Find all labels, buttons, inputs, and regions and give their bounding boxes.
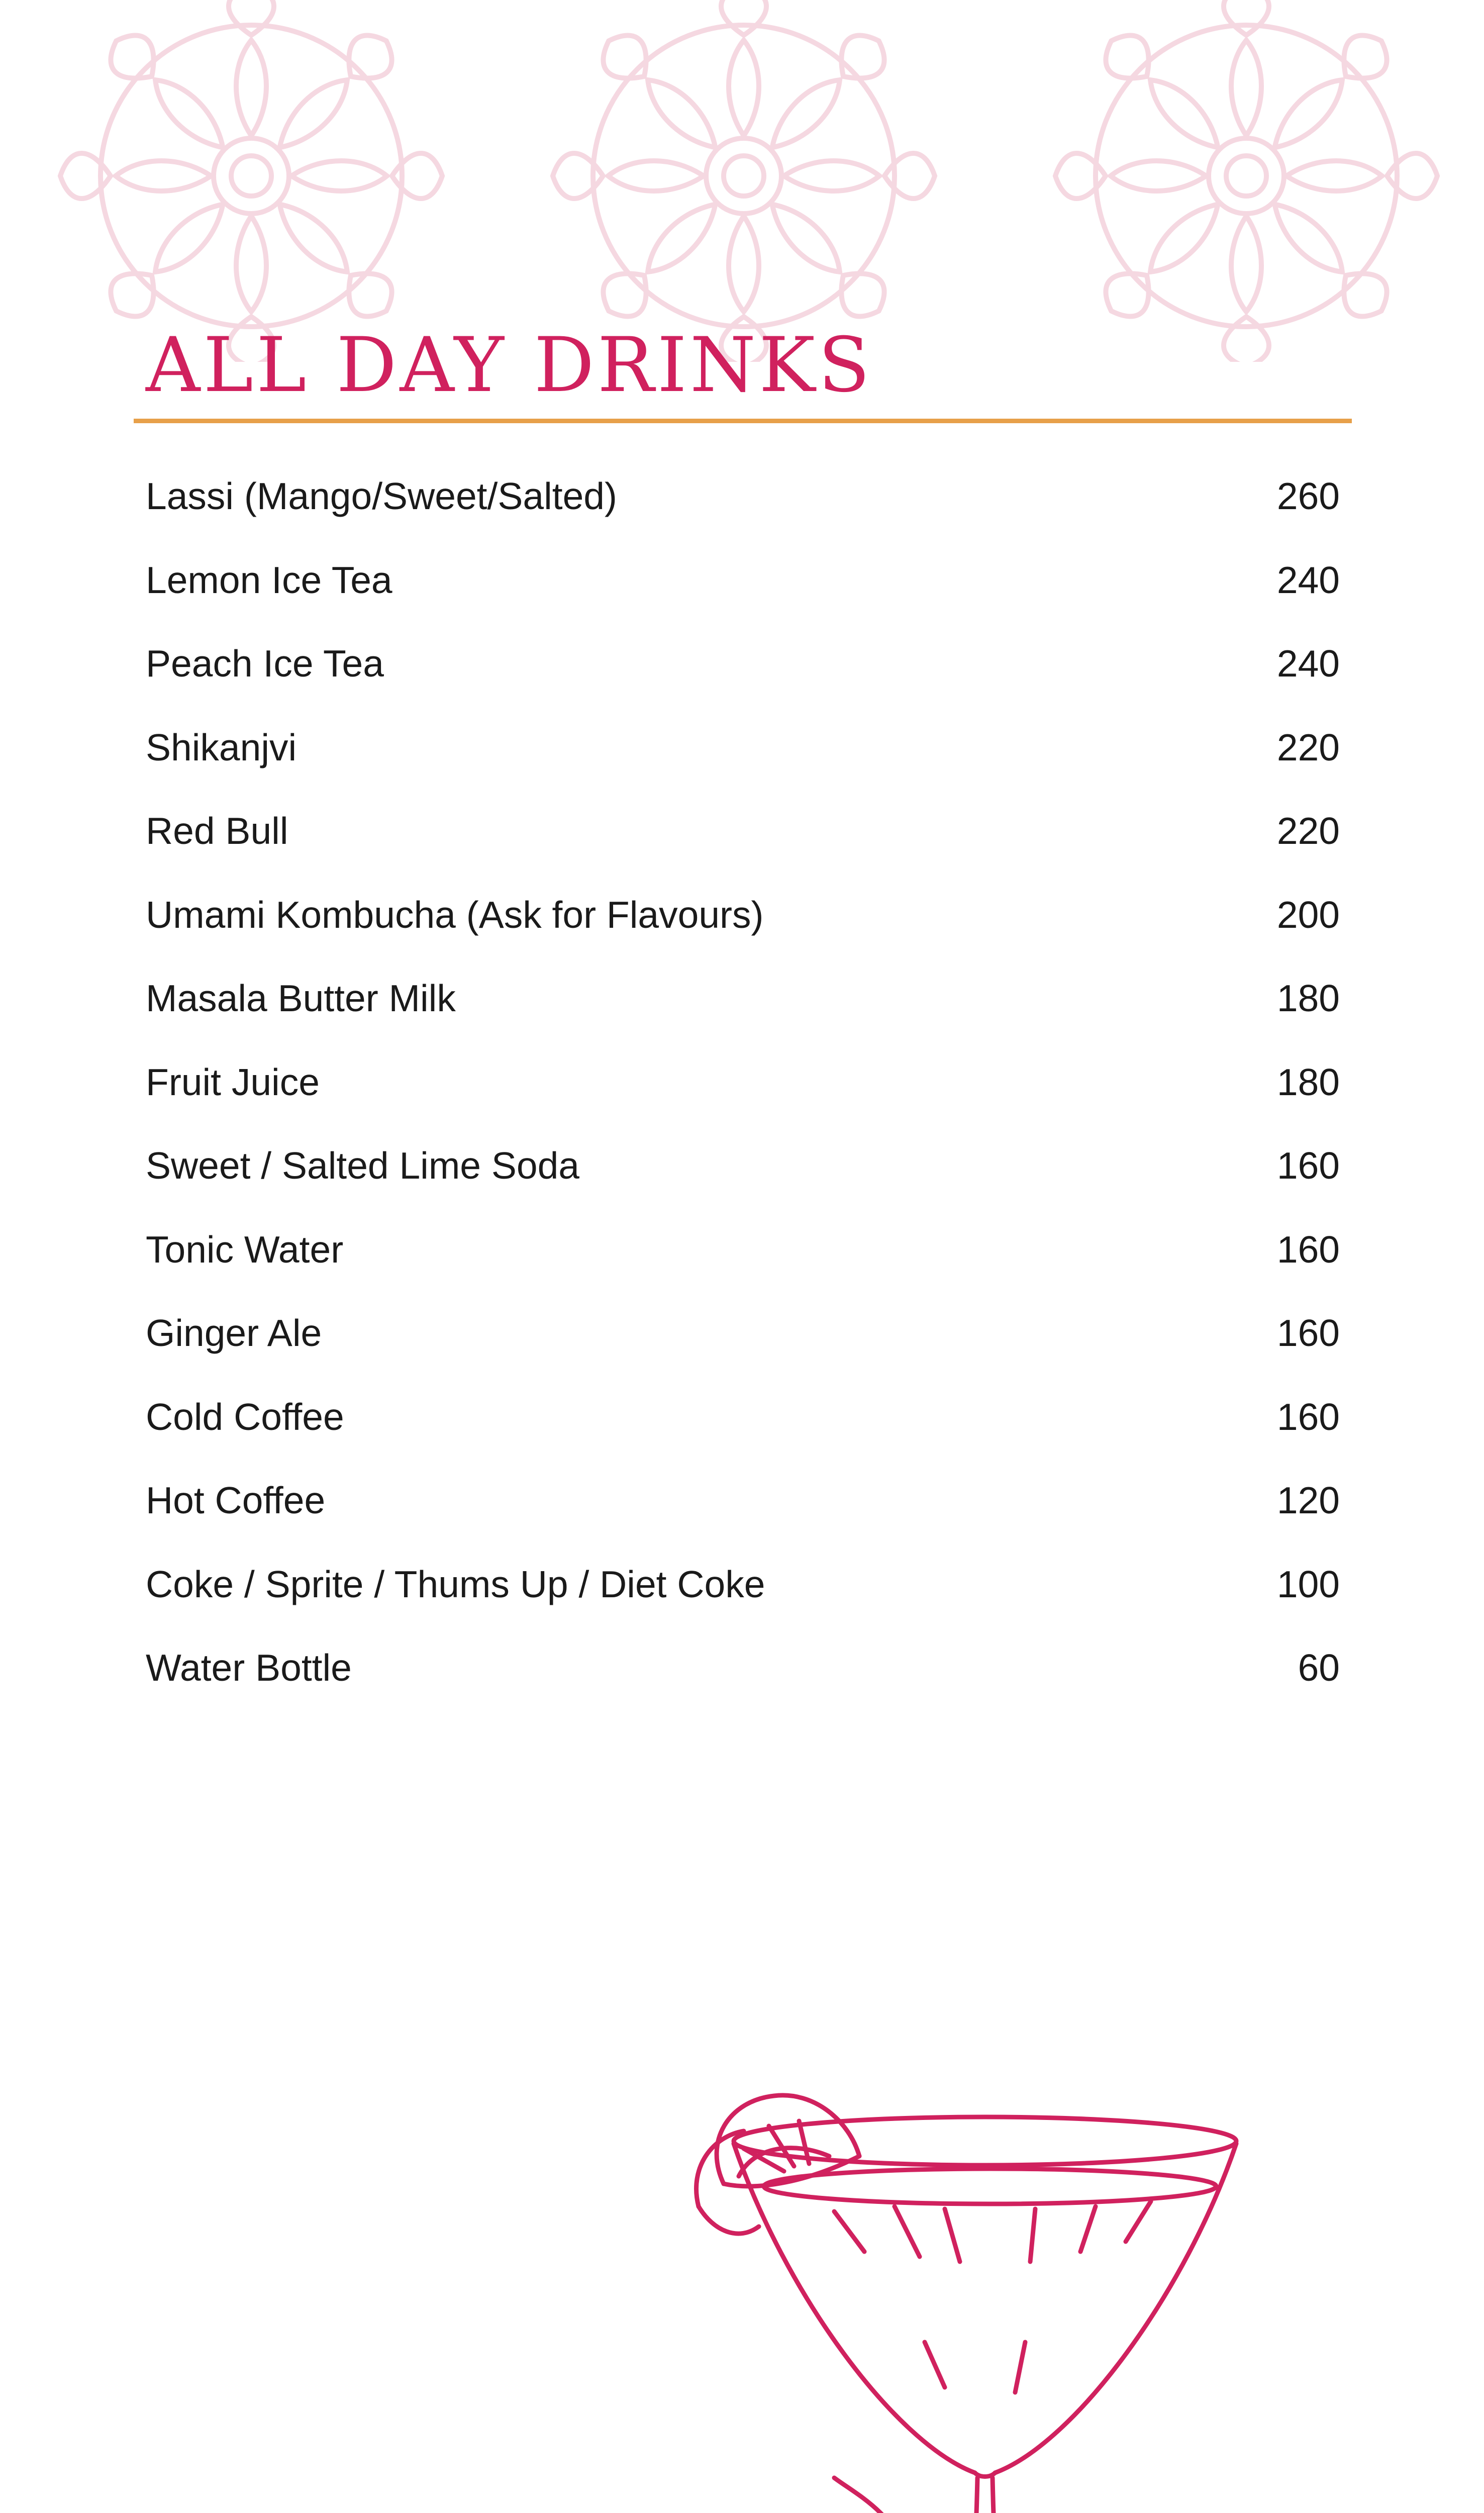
item-price: 260 [1276, 475, 1340, 517]
menu-item [146, 1563, 1340, 1650]
menu-item [146, 558, 1340, 645]
menu-item [146, 1060, 1340, 1147]
mandala-pattern-top [0, 0, 1484, 362]
glass-bowl [734, 2117, 1236, 2477]
item-name: Coke / Sprite / Thums Up / Diet Coke [146, 1563, 765, 1605]
menu-item [146, 977, 1340, 1064]
item-name: Shikanjvi [146, 726, 297, 768]
menu-item [146, 1649, 1340, 1733]
menu-item [146, 1314, 1340, 1398]
item-price: 100 [1276, 1563, 1340, 1605]
menu-title: ALL DAY DRINKS [146, 322, 873, 409]
item-price: 200 [1276, 893, 1340, 936]
item-name: Masala Butter Milk [146, 977, 456, 1019]
menu-item [146, 1144, 1340, 1231]
item-name: Tonic Water [146, 1228, 344, 1271]
title-divider [134, 419, 1352, 423]
item-price: 160 [1276, 1144, 1340, 1187]
item-price: 160 [1276, 1228, 1340, 1271]
menu-item [146, 1228, 1340, 1315]
item-name: Water Bottle [146, 1647, 352, 1689]
item-price: 160 [1276, 1312, 1340, 1354]
lemon-icon [834, 2478, 1256, 2513]
item-name: Hot Coffee [146, 1479, 326, 1521]
menu-item [146, 477, 1340, 561]
item-name: Peach Ice Tea [146, 642, 384, 685]
item-price: 240 [1276, 558, 1340, 601]
glass-stem [945, 2478, 977, 2513]
item-name: Lassi (Mango/Sweet/Salted) [146, 475, 617, 517]
drinks-list [146, 477, 1340, 1733]
menu-item [146, 726, 1340, 813]
menu-item [146, 893, 1340, 980]
menu-item [146, 812, 1340, 896]
item-price: 160 [1276, 1395, 1340, 1438]
item-price: 240 [1276, 642, 1340, 685]
item-name: Ginger Ale [146, 1312, 322, 1354]
menu-item [146, 1479, 1340, 1566]
item-name: Cold Coffee [146, 1395, 344, 1438]
item-name: Red Bull [146, 810, 288, 852]
cocktail-glass-illustration [683, 2041, 1287, 2513]
item-price: 120 [1276, 1479, 1340, 1521]
item-price: 220 [1276, 726, 1340, 768]
item-name: Fruit Juice [146, 1060, 320, 1103]
item-name: Umami Kombucha (Ask for Flavours) [146, 893, 764, 936]
item-price: 180 [1276, 1060, 1340, 1103]
item-price: 180 [1276, 977, 1340, 1019]
item-name: Lemon Ice Tea [146, 558, 392, 601]
item-name: Sweet / Salted Lime Soda [146, 1144, 580, 1187]
item-price: 60 [1298, 1647, 1340, 1689]
menu-item [146, 1395, 1340, 1482]
item-price: 220 [1276, 810, 1340, 852]
menu-item [146, 642, 1340, 729]
